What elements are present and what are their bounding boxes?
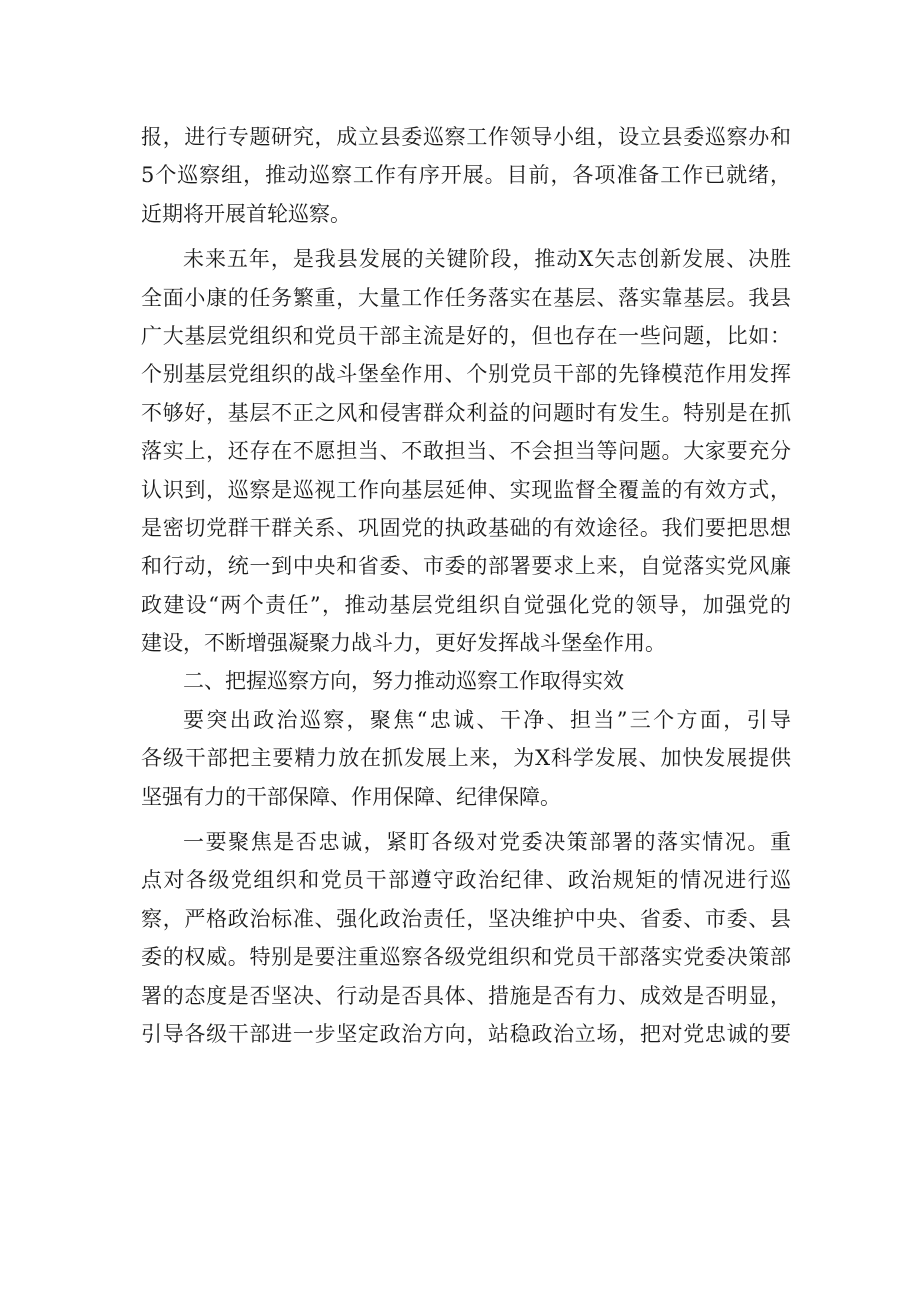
text-line: 要突出政治巡察，聚焦“忠诚、干净、担当”三个方面，引导 [183, 707, 791, 732]
text-line: 坚强有力的干部保障、作用保障、纪律保障。 [141, 784, 561, 809]
text-line: 全面小康的任务繁重，大量工作任务落实在基层、落实靠基层。我县 [141, 285, 791, 310]
paragraph-2 [141, 240, 791, 662]
text-line: 个别基层党组织的战斗堡垒作用、个别党员干部的先锋模范作用发挥 [141, 362, 791, 387]
document-body [141, 118, 791, 1053]
text-line: 委的权威。特别是要注重巡察各级党组织和党员干部落实党委决策部 [141, 945, 791, 970]
paragraph-1 [141, 118, 791, 233]
section-heading-text: 二、把握巡察方向，努力推动巡察工作取得实效 [183, 669, 624, 694]
text-line: 5个巡察组，推动巡察工作有序开展。目前，各项准备工作已就绪， [141, 163, 791, 188]
text-line: 建设，不断增强凝聚力战斗力，更好发挥战斗堡垒作用。 [141, 631, 666, 656]
text-line: 报，进行专题研究，成立县委巡察工作领导小组，设立县委巡察办和 [141, 125, 791, 149]
section-heading [141, 662, 791, 700]
text-line: 落实上，还存在不愿担当、不敢担当、不会担当等问题。大家要充分 [141, 439, 791, 464]
text-line: 点对各级党组织和党员干部遵守政治纪律、政治规矩的情况进行巡 [141, 868, 791, 893]
paragraph-4 [141, 823, 791, 1053]
text-line: 近期将开展首轮巡察。 [141, 201, 351, 226]
text-line: 一要聚焦是否忠诚，紧盯各级对党委决策部署的落实情况。重 [183, 830, 791, 855]
text-line: 各级干部把主要精力放在抓发展上来，为X科学发展、加快发展提供 [141, 746, 791, 771]
text-line: 引导各级干部进一步坚定政治方向，站稳政治立场，把对党忠诚的要 [141, 1021, 791, 1046]
text-line: 察，严格政治标准、强化政治责任，坚决维护中央、省委、市委、县 [141, 906, 791, 931]
text-line: 广大基层党组织和党员干部主流是好的，但也存在一些问题，比如： [141, 323, 791, 348]
text-line: 政建设“两个责任”，推动基层党组织自觉强化党的领导，加强党的 [141, 592, 791, 617]
text-line: 认识到，巡察是巡视工作向基层延伸、实现监督全覆盖的有效方式， [141, 477, 791, 502]
text-line: 是密切党群干群关系、巩固党的执政基础的有效途径。我们要把思想 [141, 515, 791, 540]
text-line: 和行动，统一到中央和省委、市委的部署要求上来，自觉落实党风廉 [141, 554, 791, 579]
text-line: 未来五年，是我县发展的关键阶段，推动X矢志创新发展、决胜 [183, 247, 791, 272]
text-line: 不够好，基层不正之风和侵害群众利益的问题时有发生。特别是在抓 [141, 400, 791, 425]
paragraph-3 [141, 701, 791, 816]
text-line: 署的态度是否坚决、行动是否具体、措施是否有力、成效是否明显， [141, 983, 791, 1008]
